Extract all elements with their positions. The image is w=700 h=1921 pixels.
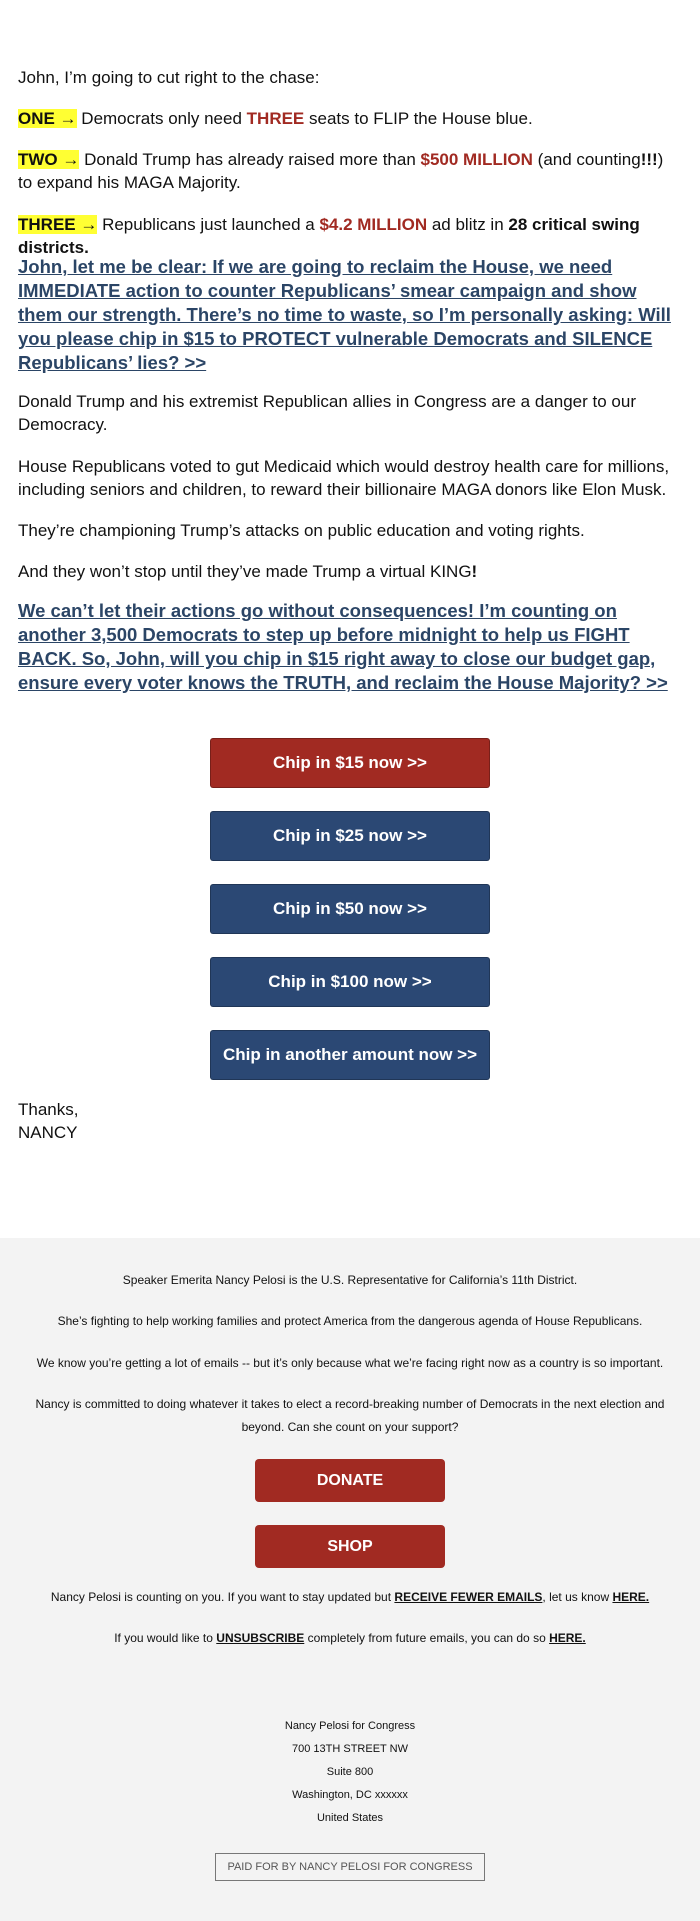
cta-paragraph-one xyxy=(18,255,682,375)
point-three-highlight: $4.2 MILLION xyxy=(319,215,428,234)
unsubscribe-here-link[interactable]: HERE. xyxy=(549,1631,586,1645)
paragraph-medicaid: House Republicans voted to gut Medicaid which would destroy health care for millions, including seniors and children, to reward their billionaire MAGA donors like Elon Musk. xyxy=(18,457,670,499)
footer-committed: Nancy is committed to doing whatever it takes to elect a record-breaking number of Democrats in the next election and beyond. Can she count on your support? xyxy=(35,1397,665,1434)
greeting: John, I’m going to cut right to the chase: xyxy=(18,68,320,87)
point-two-tag: TWO → xyxy=(18,150,80,169)
point-one-highlight: THREE xyxy=(246,109,305,128)
point-one: ONE → Democrats only need THREE seats to FLIP the House blue. xyxy=(18,109,533,128)
chip-in-25-button[interactable]: Chip in $25 now >> xyxy=(210,811,490,861)
unsubscribe-link[interactable]: UNSUBSCRIBE xyxy=(216,1631,305,1645)
address-country: United States xyxy=(316,1812,384,1824)
point-two-highlight: $500 MILLION xyxy=(420,150,533,169)
signoff: Thanks, xyxy=(18,1100,79,1119)
footer-bio: Speaker Emerita Nancy Pelosi is the U.S. Representative for California’s 11th District. xyxy=(122,1273,578,1287)
fewer-emails-here-link[interactable]: HERE. xyxy=(612,1590,650,1604)
signature: NANCY xyxy=(18,1123,78,1142)
shop-button[interactable]: SHOP xyxy=(255,1525,445,1568)
point-one-tag: ONE → xyxy=(18,109,77,128)
donate-button[interactable]: DONATE xyxy=(255,1459,445,1502)
cta-link-two[interactable]: We can’t let their actions go without consequences! I’m counting on another 3,500 Democrats to step up before midnight to help us FIGHT BACK. So, John, will you chip in $15 right away to close our budget gap, ensure every voter knows the TRUTH, and reclaim the House Majority? >> xyxy=(18,600,668,693)
address-suite: Suite 800 xyxy=(326,1766,374,1778)
chip-in-100-button[interactable]: Chip in $100 now >> xyxy=(210,957,490,1007)
address-city: Washington, DC xxxxxx xyxy=(292,1789,408,1801)
footer xyxy=(0,1238,700,1921)
point-two: TWO → Donald Trump has already raised more than $500 MILLION (and counting!!!) to expand his MAGA Majority. xyxy=(18,150,664,192)
fewer-emails-line: Nancy Pelosi is counting on you. If you want to stay updated but RECEIVE FEWER EMAILS, let us know HERE. xyxy=(50,1590,650,1604)
chip-in-other-button[interactable]: Chip in another amount now >> xyxy=(210,1030,490,1080)
paragraph-education: They’re championing Trump’s attacks on public education and voting rights. xyxy=(18,521,585,540)
point-three: THREE → Republicans just launched a $4.2 MILLION ad blitz in 28 critical swing districts. xyxy=(18,215,640,257)
footer-fighting: She’s fighting to help working families and protect America from the dangerous agenda of House Republicans. xyxy=(57,1314,643,1328)
cta-paragraph-two xyxy=(18,599,682,695)
cta-link-one[interactable]: John, let me be clear: If we are going to reclaim the House, we need IMMEDIATE action to counter Republicans’ smear campaign and show them our strength. There’s no time to waste, so I’m personally asking: Will you please chip in $15 to PROTECT vulnerable Democrats and SILENCE Republicans’ lies? >> xyxy=(18,256,671,373)
paragraph-trump: Donald Trump and his extremist Republican allies in Congress are a danger to our Democracy. xyxy=(18,392,636,434)
address-street: 700 13TH STREET NW xyxy=(292,1743,408,1755)
chip-in-15-button[interactable]: Chip in $15 now >> xyxy=(210,738,490,788)
footer-emails: We know you’re getting a lot of emails -- but it’s only because what we’re facing right now as a country is so important. xyxy=(36,1356,664,1370)
unsubscribe-line: If you would like to UNSUBSCRIBE completely from future emails, you can do so HERE. xyxy=(114,1631,586,1645)
address-org: Nancy Pelosi for Congress xyxy=(284,1720,416,1732)
paid-for-disclaimer: PAID FOR BY NANCY PELOSI FOR CONGRESS xyxy=(215,1853,485,1881)
receive-fewer-emails-link[interactable]: RECEIVE FEWER EMAILS xyxy=(394,1590,543,1604)
point-three-tag: THREE → xyxy=(18,215,98,234)
paragraph-king: And they won’t stop until they’ve made Trump a virtual KING! xyxy=(18,562,478,581)
chip-in-50-button[interactable]: Chip in $50 now >> xyxy=(210,884,490,934)
